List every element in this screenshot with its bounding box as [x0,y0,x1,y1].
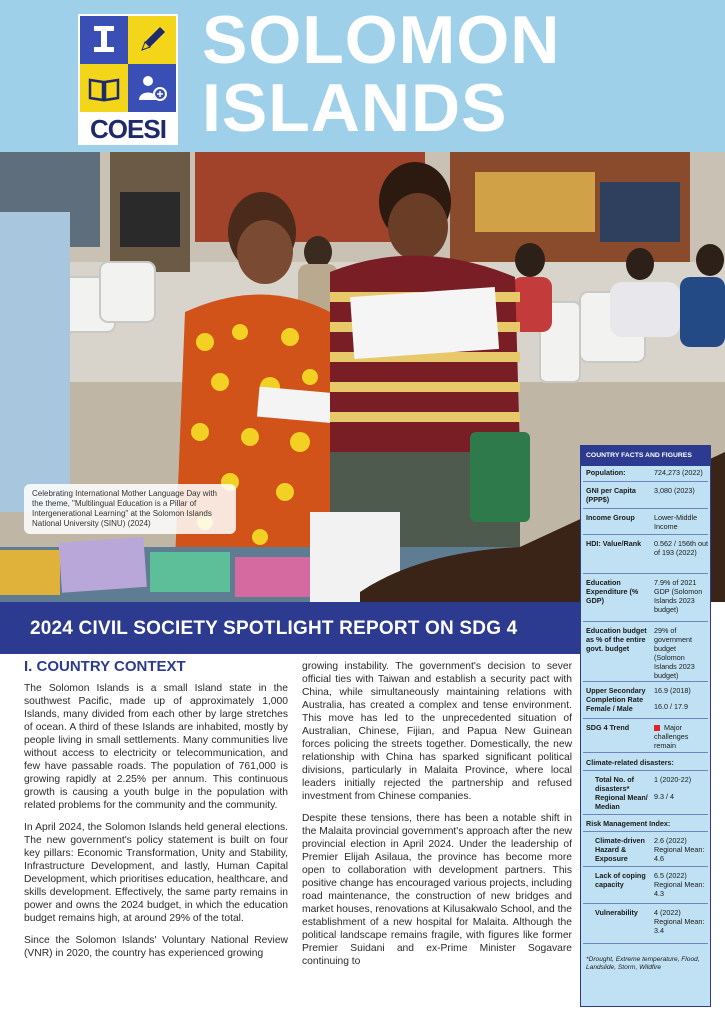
people-icon [136,72,170,106]
photo-caption: Celebrating International Mother Language Day with the theme, "Multilingual Education is a Pillar of Intergenerational Learning" at the Solomon Islands National University (SINU) (2024) [24,484,236,534]
page-title-line2: ISLANDS [202,70,508,146]
book-icon [88,76,120,102]
paragraph-5: Despite these tensions, there has been a notable shift in the Malaita provincial government's approach after the new provincial election in April 2024. Under the leadership of Premier Elijah Asilaua, the province has become more open to collaboration with development partners. This positive change has encouraged various projects, including road maintenance, the construction of new bridges and market houses, renovations at Kilusakwalo School, and the establishment of a new hospital for Malaita. Although the political landscape remains fragile, with figures like former Premier Suidani and ex-Prime Minister Sogavare continuing to [302,813,572,967]
paragraph-3: Since the Solomon Islands' Voluntary National Review (VNR) in 2020, the country has experienced growing [24,935,288,959]
body-column-2 [302,660,572,977]
body-column-1 [24,660,288,969]
paragraph-4: growing instability. The government's decision to sever official ties with Taiwan and establish a security pact with China, while simultaneously maintaining relations with Australia, has created a complex and tense environment. This move has led to the unprecedented situation of Australian, Chinese, Fijian, and Papua New Guinean forces policing the streets together. Domestically, the new relationship with China has sparked significant political divisions, particularly in Malaita Province, where local leaders initially rejected the partnership and refused investment from Chinese companies. [302,661,572,802]
climate-heading: Climate-related disasters: [586,758,674,767]
section-heading: I. COUNTRY CONTEXT [24,658,186,675]
red-trend-square-icon [654,725,660,731]
pencil-icon [136,24,168,56]
header [0,0,725,152]
facts-heading: COUNTRY FACTS AND FIGURES [581,446,710,466]
page-title-line1: SOLOMON [202,2,561,78]
logo-text: COESI [90,114,166,144]
coesi-logo [78,14,178,145]
report-title: 2024 CIVIL SOCIETY SPOTLIGHT REPORT ON SDG 4 [30,618,518,639]
paragraph-2: In April 2024, the Solomon Islands held general elections. The new government's policy statement is built on four key pillars: Economic Transformation, Unity and Stability, Infrastructure Development, and lastly, Human Capital Development, which prioritises education, healthcare, and skills development. Effectively, the same party remains in power and owns the 2024 budget, in which the education budget remains high, at around 29% of the total. [24,822,288,924]
letter-i-icon [90,24,118,54]
facts-footnote: *Drought, Extreme temperature, Flood, Landslide, Storm, Wildfire [586,956,700,971]
country-facts-panel: COUNTRY FACTS AND FIGURES Population: 724,273 (2022) GNI per Capita (PPP$) 3,080 (2023) Income Group Lower-Middle Income HDI: Value/Rank 0.562 / 156th out of 193 (2022) Education Expenditure (% GDP) 7.9% of 2021 GDP (Solomon Islands 2023 budget) Education budget as % of the entire govt. budget 29% of government budget (Solomon Islands 2023 budget) Upper Secondary Completion Rate Female / Male 16.9 (2018) 16.0 / 17.9 SDG 4 Trend Major challenges remain Climate-related disasters: Total No. of disasters* Regional Mean/ Median 1 (2020-22) 9.3 / 4 Risk Management Index: Climate-driven Hazard & Exposure 2.6 (2022) Regional Mean: 4.6 Lack of coping capacity 6.5 (2022) Regional Mean: 4.3 Vulnerability 4 (2022) Regional Mean: 3.4 *Drought, Extreme temperature, Flood, Landslide, Storm, Wildfire [580,445,711,1007]
risk-heading: Risk Management Index: [586,819,671,828]
paragraph-1: The Solomon Islands is a small Island state in the southwest Pacific, made up of approximately 1,000 Islands, many divided from each other by large stretches of ocean. A third of these Islands are inhabited, mostly by people living in small settlements. Many communities live without access to electricity or telecommunication, and few have passable roads. The population of 761,000 is growing rapidly at 2.25% per annum. This continuous growth is causing a youth bulge in the population with related problems for the community and the community. [24,683,288,811]
report-banner [0,602,580,654]
